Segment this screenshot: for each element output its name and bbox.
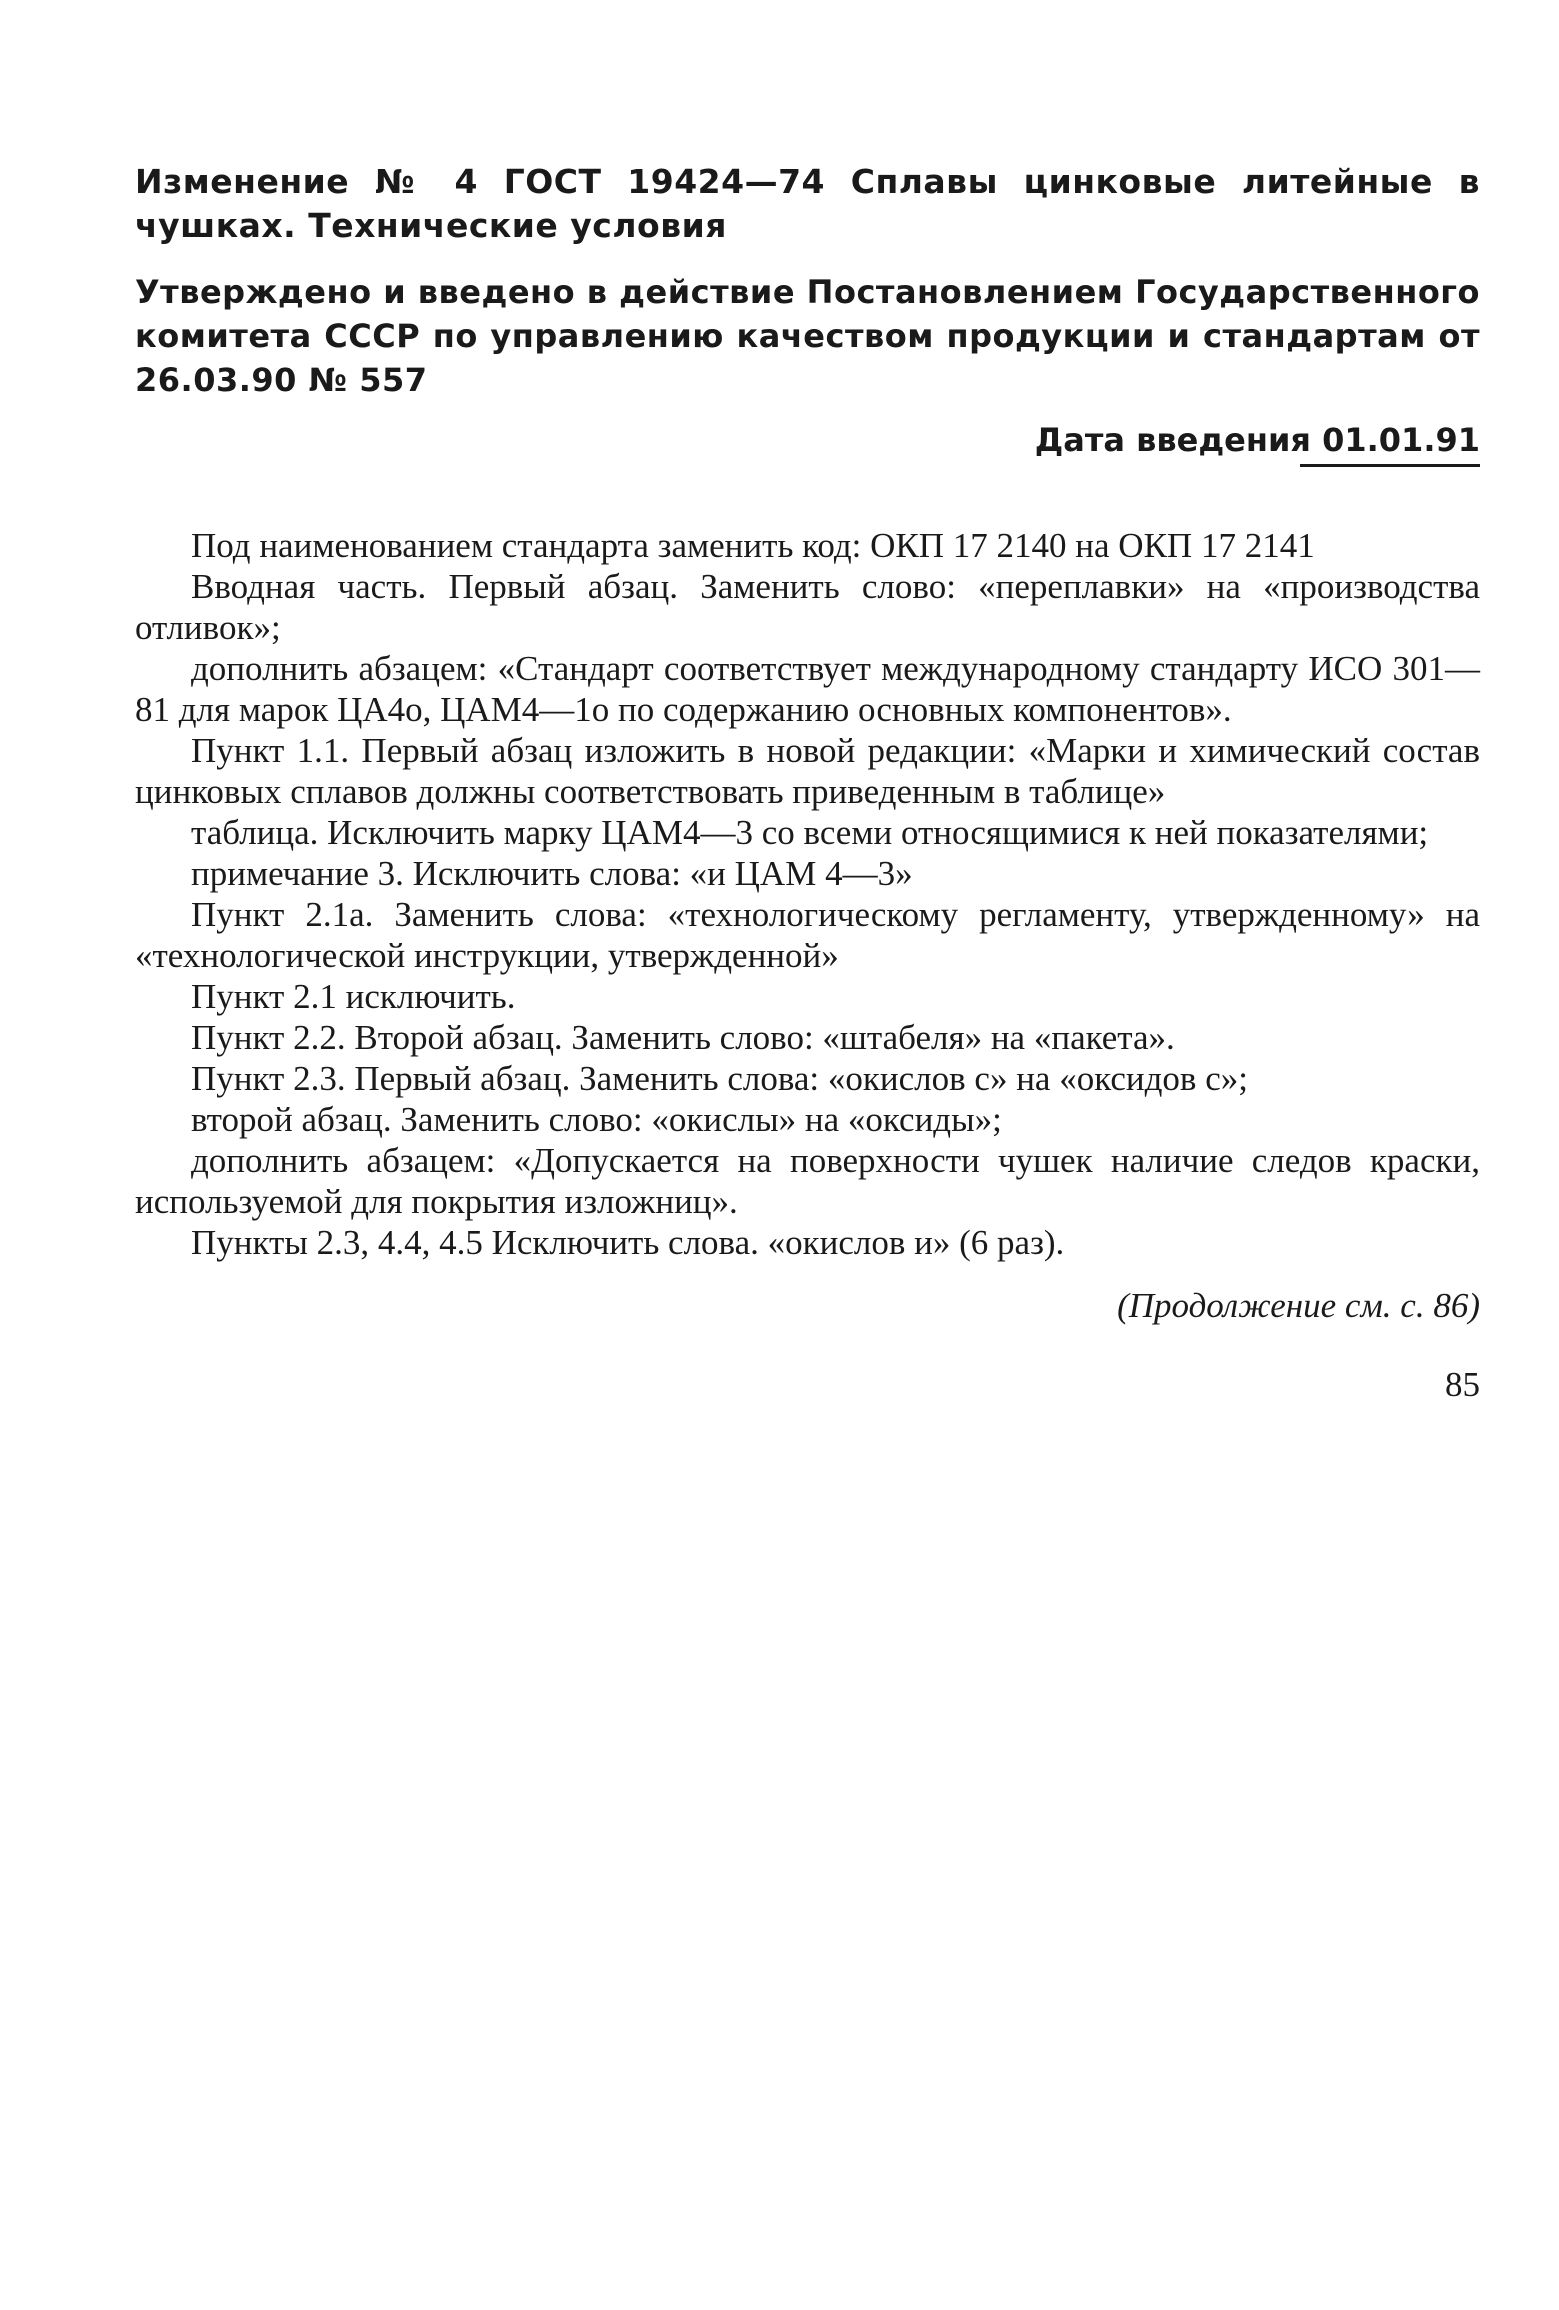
amendment-paragraph: дополнить абзацем: «Стандарт соответствует международному стандарту ИСО 301—81 для марок ЦА4о, ЦАМ4—1о по содержанию основных компонентов». [135,649,1480,729]
amendment-paragraph: таблица. Исключить марку ЦАМ4—3 со всеми относящимися к ней показателями; [191,813,1429,852]
amendment-paragraph: Пункт 2.1 исключить. [191,977,516,1016]
amendment-paragraph: Пункты 2.3, 4.4, 4.5 Исключить слова. «окислов и» (6 раз). [191,1223,1065,1262]
approval-statement: Утверждено и введено в действие Постановлением Государственного комитета СССР по управлению качеством продукции и стандартам от 26.03.90 № 557 [135,273,1480,399]
amendment-paragraph: второй абзац. Заменить слово: «окислы» на «оксиды»; [191,1100,1002,1139]
effective-date-label: Дата введения [1034,421,1311,459]
effective-date [135,418,1480,467]
amendment-paragraph: Пункт 2.3. Первый абзац. Заменить слова: «окислов с» на «оксидов с»; [191,1059,1248,1098]
amendment-paragraph: Под наименованием стандарта заменить код: ОКП 17 2140 на ОКП 17 2141 [191,526,1315,565]
amendment-paragraph: Вводная часть. Первый абзац. Заменить слово: «переплавки» на «производства отливок»; [135,567,1480,647]
document-page [135,160,1480,1405]
continuation-note: (Продолжение см. с. 86) [1117,1286,1480,1325]
amendment-paragraph: Пункт 2.2. Второй абзац. Заменить слово: «штабеля» на «пакета». [191,1018,1175,1057]
amendment-paragraph: дополнить абзацем: «Допускается на поверхности чушек наличие следов краски, используемой для покрытия изложниц». [135,1141,1480,1221]
effective-date-value: 01.01.91 [1300,418,1480,467]
document-title: Изменение № 4 ГОСТ 19424—74 Сплавы цинковые литейные в чушках. Технические условия [135,162,1480,245]
amendment-body [135,525,1480,1263]
amendment-paragraph: Пункт 2.1а. Заменить слова: «технологическому регламенту, утвержденному» на «технологической инструкции, утвержденной» [135,895,1480,975]
amendment-paragraph: примечание 3. Исключить слова: «и ЦАМ 4—3» [191,854,913,893]
page-number: 85 [1445,1365,1480,1404]
amendment-paragraph: Пункт 1.1. Первый абзац изложить в новой редакции: «Марки и химический состав цинковых сплавов должны соответствовать приведенным в таблице» [135,731,1480,811]
